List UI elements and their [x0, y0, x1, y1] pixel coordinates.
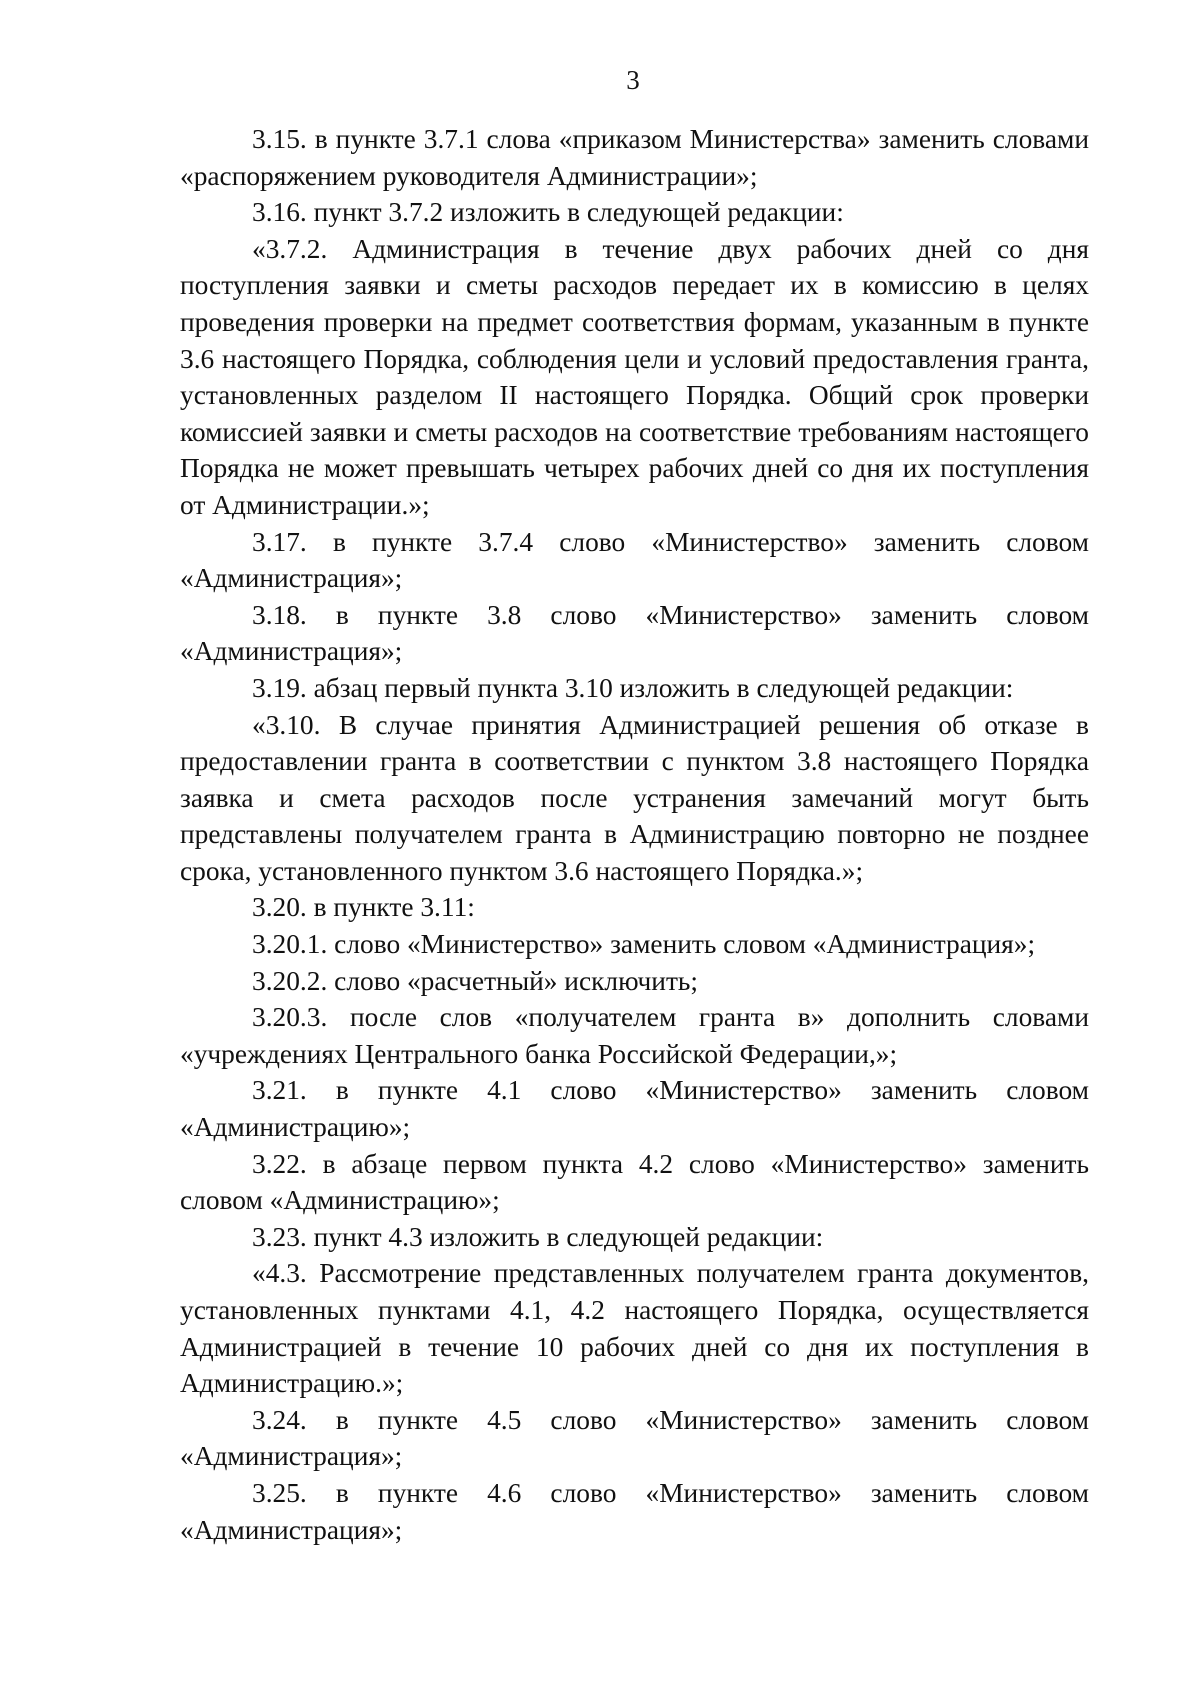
paragraph-3-18: 3.18. в пункте 3.8 слово «Министерство» заменить словом «Администрация»; [180, 599, 1089, 667]
paragraph-4-3-quote: «4.3. Рассмотрение представленных получателем гранта документов, установленных пунктами 4.1, 4.2 настоящего Порядка, осуществляется Администрацией в течение 10 рабочих дней со дня их поступления в Администрацию.»; [180, 1258, 1089, 1399]
paragraph-3-16: 3.16. пункт 3.7.2 изложить в следующей редакции: [252, 197, 844, 228]
paragraph-3-24: 3.24. в пункте 4.5 слово «Министерство» заменить словом «Администрация»; [180, 1404, 1089, 1472]
paragraph-3-7-2-quote: «3.7.2. Администрация в течение двух рабочих дней со дня поступления заявки и сметы расходов передает их в комиссию в целях проведения проверки на предмет соответствия формам, указанным в пункте 3.6 настоящего Порядка, соблюдения цели и условий предоставления гранта, установленных разделом II настоящего Порядка. Общий срок проверки комиссией заявки и сметы расходов на соответствие требованиям настоящего Порядка не может превышать четырех рабочих дней со дня их поступления от Администрации.»; [180, 233, 1089, 520]
paragraph-3-17: 3.17. в пункте 3.7.4 слово «Министерство» заменить словом «Администрация»; [180, 526, 1089, 594]
paragraph-3-20-2: 3.20.2. слово «расчетный» исключить; [252, 965, 699, 996]
paragraph-3-20-1: 3.20.1. слово «Министерство» заменить словом «Администрация»; [252, 929, 1036, 960]
paragraph-3-15: 3.15. в пункте 3.7.1 слова «приказом Министерства» заменить словами «распоряжением руководителя Администрации»; [180, 124, 1089, 191]
paragraph-3-23: 3.23. пункт 4.3 изложить в следующей редакции: [252, 1221, 824, 1252]
paragraph-3-10-quote: «3.10. В случае принятия Администрацией решения об отказе в предоставлении гранта в соответствии с пунктом 3.8 настоящего Порядка заявка и смета расходов после устранения замечаний могут быть представлены получателем гранта в Администрацию повторно не позднее срока, установленного пунктом 3.6 настоящего Порядка.»; [180, 709, 1089, 886]
document-body [180, 121, 1089, 1548]
page-number: 3 [626, 65, 640, 95]
paragraph-3-21: 3.21. в пункте 4.1 слово «Министерство» заменить словом «Администрацию»; [180, 1075, 1089, 1143]
paragraph-3-25: 3.25. в пункте 4.6 слово «Министерство» заменить словом «Администрация»; [180, 1477, 1089, 1545]
paragraph-3-19: 3.19. абзац первый пункта 3.10 изложить в следующей редакции: [252, 672, 1014, 703]
paragraph-3-20-3: 3.20.3. после слов «получателем гранта в» дополнить словами «учреждениях Центрального банка Российской Федерации,»; [180, 1002, 1089, 1069]
paragraph-3-22: 3.22. в абзаце первом пункта 4.2 слово «Министерство» заменить словом «Администрацию»; [180, 1148, 1089, 1216]
paragraph-3-20: 3.20. в пункте 3.11: [252, 892, 475, 923]
